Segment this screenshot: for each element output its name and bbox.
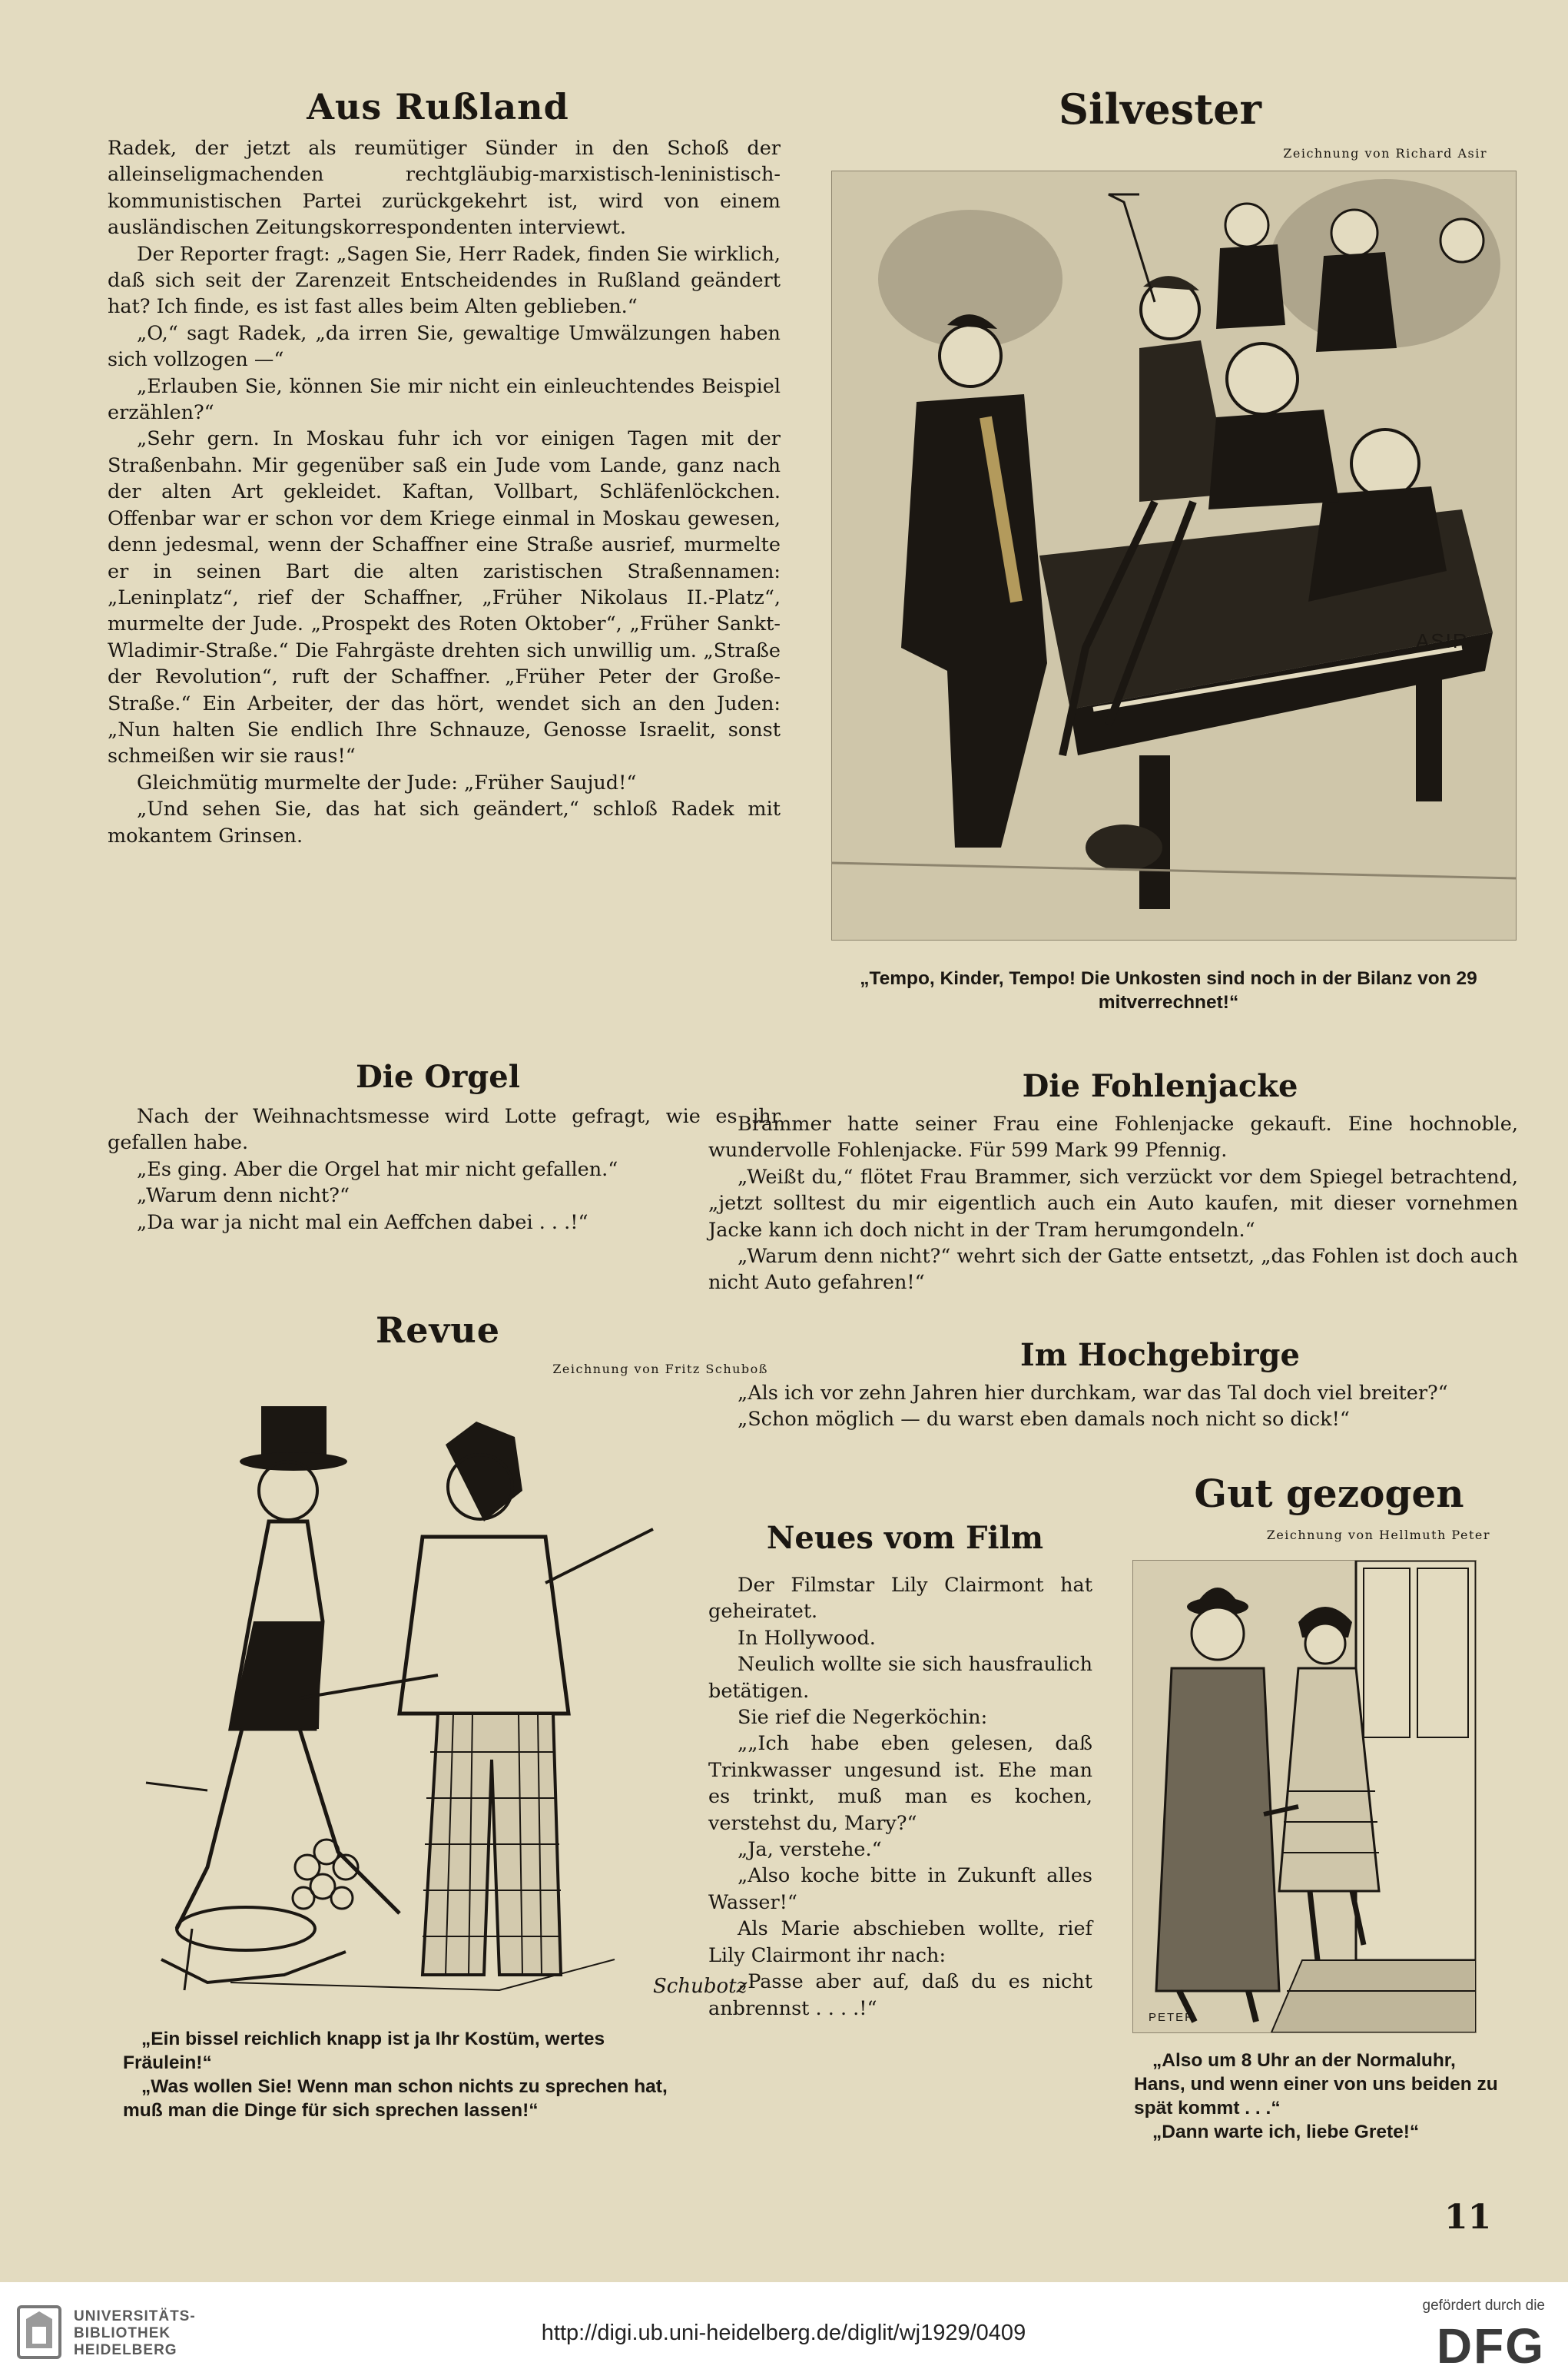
caption-revue — [123, 2027, 679, 2122]
signature-asir: ASIR — [1416, 629, 1469, 652]
article-aus-russland — [108, 135, 781, 849]
paragraph: „Schon möglich — du warst eben damals noch nicht so dick!“ — [738, 1408, 1350, 1432]
caption-line: „Was wollen Sie! Wenn man schon nichts zu sprechen hat, muß man die Dinge für sich sprechen lassen!“ — [123, 2076, 668, 2121]
credit-silvester: Zeichnung von Richard Asir — [1283, 146, 1487, 161]
article-fohlenjacke — [708, 1111, 1518, 1296]
heading-revue: Revue — [376, 1309, 500, 1351]
paragraph: Gleichmütig murmelte der Jude: „Früher Saujud!“ — [137, 771, 637, 795]
paragraph: „Ja, verstehe.“ — [738, 1838, 882, 1862]
article-hochgebirge — [708, 1380, 1518, 1433]
page-number: 11 — [1444, 2198, 1492, 2237]
library-line: BIBLIOTHEK — [74, 2325, 171, 2341]
paragraph: Der Filmstar Lily Clairmont hat geheiratet. — [708, 1574, 1092, 1624]
paragraph: Der Reporter fragt: „Sagen Sie, Herr Radek, finden Sie wirklich, daß sich seit der Zarenzeit Entscheidendes in Rußland geändert hat? Ich finde, es ist fast alles beim Alten geblieben.“ — [108, 242, 781, 319]
paragraph: „Als ich vor zehn Jahren hier durchkam, war das Tal doch viel breiter?“ — [738, 1382, 1448, 1405]
library-line: HEIDELBERG — [74, 2342, 177, 2358]
paragraph: „Sehr gern. In Moskau fuhr ich vor einigen Tagen mit der Straßenbahn. Mir gegenüber saß ein Jude vom Lande, ganz nach der alten Art gekleidet. Kaftan, Vollbart, Schläfenlöckchen. Offenbar war er schon vor dem Kriege einmal in Moskau gewesen, denn jedesmal, wenn der Schaffner eine Straße ausrief, murmelte er in seinen Bart die alten zaristischen Straßennamen: „Leninplatz“, rief der Schaffner, „Früher Nikolaus II.-Platz“, murmelte der Jude. „Prospekt des Roten Oktober“, „Früher Sankt-Wladimir-Straße.“ Die Fahrgäste drehten sich unwillig um. „Straße der Revolution“, ruft der Schaffner. „Früher Peter der Große-Straße.“ Ein Arbeiter, der das hört, wendet sich an den Juden: „Nun halten Sie endlich Ihre Schnauze, Genosse Israelit, sonst schmeißen wir sie raus!“ — [108, 427, 781, 768]
article-die-orgel — [108, 1103, 781, 1236]
illustration-revue — [115, 1391, 776, 2021]
heading-die-orgel: Die Orgel — [356, 1059, 520, 1095]
caption-line: „Dann warte ich, liebe Grete!“ — [1152, 2122, 1420, 2142]
article-neues-vom-film — [708, 1572, 1092, 2022]
heading-neues-vom-film: Neues vom Film — [766, 1520, 1044, 1556]
paragraph: „Passe aber auf, daß du es nicht anbrennst . . . .!“ — [708, 1970, 1092, 2020]
paragraph: Sie rief die Negerköchin: — [738, 1706, 988, 1730]
library-name — [74, 2308, 196, 2359]
credit-gut-gezogen: Zeichnung von Hellmuth Peter — [1266, 1528, 1490, 1542]
paragraph: Nach der Weihnachtsmesse wird Lotte gefragt, wie es ihr gefallen habe. — [108, 1105, 781, 1155]
gut-gezogen-drawing — [1133, 1561, 1476, 2032]
heading-hochgebirge: Im Hochgebirge — [1020, 1337, 1300, 1373]
credit-revue: Zeichnung von Fritz Schuboß — [552, 1362, 768, 1376]
paragraph: „Weißt du,“ flötet Frau Brammer, sich verzückt vor dem Spiegel betrachtend, „jetzt solltest du mir eigentlich auch ein Auto kaufen, mit dieser vornehmen Jacke kann ich doch nicht in der Tram herumgondeln.“ — [708, 1165, 1518, 1242]
footer-bar — [0, 2282, 1568, 2379]
heading-gut-gezogen: Gut gezogen — [1194, 1471, 1464, 1516]
paragraph: „„Ich habe eben gelesen, daß Trinkwasser ungesund ist. Ehe man es trinkt, muß man es kochen, verstehst du, Mary?“ — [708, 1732, 1092, 1835]
paragraph: Neulich wollte sie sich hausfraulich betätigen. — [708, 1653, 1092, 1703]
university-seal-icon — [15, 2304, 63, 2361]
paragraph: „Warum denn nicht?“ wehrt sich der Gatte entsetzt, „das Fohlen ist doch auch nicht Auto gefahren!“ — [708, 1245, 1518, 1295]
paragraph: In Hollywood. — [738, 1626, 876, 1650]
library-line: UNIVERSITÄTS- — [74, 2308, 196, 2324]
paragraph: Als Marie abschieben wollte, rief Lily Clairmont ihr nach: — [708, 1917, 1092, 1967]
illustration-gut-gezogen — [1132, 1560, 1477, 2033]
paragraph: „Erlauben Sie, können Sie mir nicht ein einleuchtendes Beispiel erzählen?“ — [108, 374, 781, 425]
paragraph: Brammer hatte seiner Frau eine Fohlenjacke gekauft. Eine hochnoble, wundervolle Fohlenjacke. Für 599 Mark 99 Pfennig. — [708, 1113, 1518, 1163]
dfg-logo: DFG — [1436, 2318, 1545, 2374]
paragraph: Radek, der jetzt als reumütiger Sünder in den Schoß der alleinseligmachenden rechtgläubig-marxistisch-leninistisch-kommunistischen Partei zurückgekehrt ist, wird von einem ausländischen Zeitungskorrespondenten interviewt. — [108, 137, 781, 240]
revue-drawing — [115, 1391, 776, 2021]
heading-silvester: Silvester — [1059, 85, 1261, 134]
signature-schubotz: Schubotz — [653, 1975, 748, 1998]
funded-by-label: gefördert durch die — [1422, 2298, 1545, 2314]
heading-fohlenjacke: Die Fohlenjacke — [1022, 1068, 1298, 1104]
source-url-link[interactable]: http://digi.ub.uni-heidelberg.de/diglit/wj1929/0409 — [541, 2321, 1026, 2345]
paragraph: „Da war ja nicht mal ein Aeffchen dabei . . .!“ — [137, 1210, 588, 1234]
paragraph: „O,“ sagt Radek, „da irren Sie, gewaltige Umwälzungen haben sich vollzogen —“ — [108, 321, 781, 372]
paragraph: „Es ging. Aber die Orgel hat mir nicht gefallen.“ — [137, 1157, 618, 1181]
caption-line: „Also um 8 Uhr an der Normaluhr, Hans, und wenn einer von uns beiden zu spät kommt . . .“ — [1134, 2050, 1498, 2119]
paragraph: „Warum denn nicht?“ — [137, 1184, 350, 1208]
silvester-drawing — [832, 171, 1516, 940]
illustration-silvester — [831, 171, 1517, 941]
signature-peter: PETER — [1149, 2011, 1195, 2024]
paragraph: „Und sehen Sie, das hat sich geändert,“ schloß Radek mit mokantem Grinsen. — [108, 798, 781, 848]
caption-silvester: „Tempo, Kinder, Tempo! Die Unkosten sind noch in der Bilanz von 29 mitverrechnet!“ — [860, 968, 1477, 1013]
caption-gut-gezogen — [1134, 2049, 1510, 2144]
caption-line: „Ein bissel reichlich knapp ist ja Ihr Kostüm, wertes Fräulein!“ — [123, 2029, 605, 2073]
heading-aus-russland: Aus Rußland — [307, 86, 569, 128]
paragraph: „Also koche bitte in Zukunft alles Wasser!“ — [708, 1864, 1092, 1914]
